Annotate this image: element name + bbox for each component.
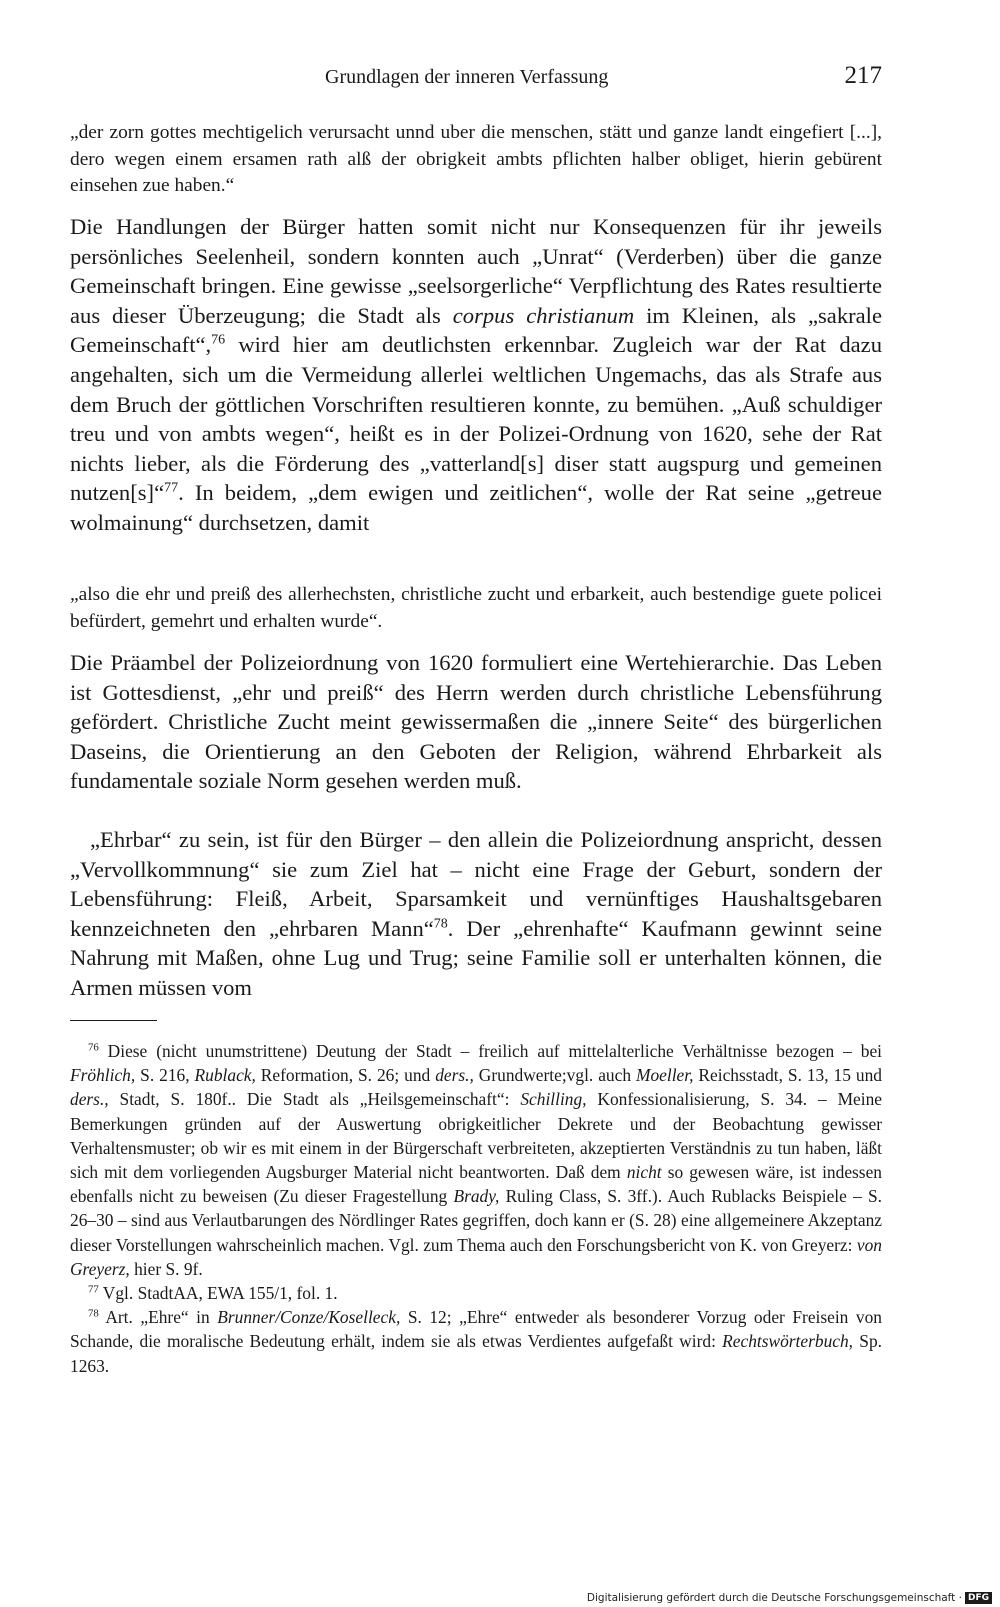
running-header	[70, 62, 882, 94]
paragraph-2-text: Die Präambel der Polizeiordnung von 1620 formuliert eine Wertehierarchie. Das Leben ist Gottesdienst, „ehr und preiß“ des Herrn werden durch christliche Lebensführung gefördert. Christliche Zucht meint gewissermaßen die „innere Seite“ des bürgerlichen Daseins, die Orientierung an den Geboten der Religion, während Ehrbarkeit als fundamentale soziale Norm gesehen werden muß.	[70, 650, 882, 794]
dfg-logo: DFG	[965, 1592, 992, 1604]
text-run: Konfessionalisierung, S. 34. – Meine Bemerkungen gründen auf der Auswertung obrigkeitlicher Dekrete und der Beobachtung gewisser Verhaltensmuster; ob wir es mit einem in der Bürgerschaft verbreiteten, akzeptierten Verständnis zu tun haben, läßt sich mit dem vorliegenden Augsburger Material nicht beantworten. Daß dem	[70, 1089, 883, 1183]
text-run: Diese (nicht unumstrittene) Deutung der Stadt – freilich auf mittelalterliche Verhältnisse bezogen – bei	[98, 1041, 882, 1061]
digitization-credit	[587, 1592, 992, 1604]
footnote-number: 77	[88, 1283, 99, 1296]
author-name: Fröhlich,	[70, 1065, 136, 1086]
footnote-78	[70, 1305, 882, 1378]
block-quote-1: „der zorn gottes mechtigelich verursacht unnd uber die menschen, stätt und ganze landt eingefiert [...], dero wegen einem ersamen rath alß der obrigkeit ambts pflichten halber obliget, hierin gebürent einsehen zue haben.“	[70, 122, 882, 196]
author-name: Moeller,	[635, 1065, 694, 1086]
author-name: Rublack,	[194, 1065, 256, 1086]
footnote-ref-77[interactable]: 77	[164, 480, 179, 496]
text-run: wird hier am deutlichsten erkennbar. Zugleich war der Rat dazu angehalten, sich um die Vermeidung allerlei weltlichen Ungemachs, das als Strafe aus dem Bruch der göttlichen Vorschriften resultieren konnte, zu bemühen. „Auß schuldiger treu und von ambts wegen“, heißt es in der Polizei-Ordnung von 1620, sehe der Rat nichts lieber, als die Förderung des „vatterland[s] diser statt augspurg und gemeinen nutzen[s]“	[70, 332, 882, 506]
footnote-ref-78[interactable]: 78	[433, 916, 448, 932]
italic-term: corpus christianum	[452, 302, 635, 328]
text-run: . In beidem, „dem ewigen und zeitlichen“, wolle der Rat seine „getreue wolmainung“ durchsetzen, damit	[70, 480, 882, 535]
paragraph-2	[70, 648, 882, 796]
text-run: Sp. 1263.	[70, 1331, 882, 1376]
text-run: Vgl. StadtAA, EWA 155/1, fol. 1.	[98, 1283, 338, 1304]
text-run: „Ehrbar“ zu sein, ist für den Bürger – den allein die Polizeiordnung anspricht, dessen „Vervollkommnung“ sie zum Ziel hat – nicht eine Frage der Geburt, sondern der Lebensführung: Fleiß, Arbeit, Sparsamkeit und vernünftiges Haushaltsgebaren kennzeichneten den „ehrbaren Mann“	[70, 827, 882, 941]
author-name: Schilling,	[520, 1089, 587, 1110]
author-name: von Greyerz,	[70, 1234, 882, 1279]
block-quote-2: „also die ehr und preiß des allerhechsten, christliche zucht und erbarkeit, auch bestendige guete policei befürdert, gemehrt und erhalten wurde“.	[70, 584, 882, 632]
text-run: so gewesen wäre, ist indessen ebenfalls nicht zu beweisen (Zu dieser Fragestellung	[70, 1162, 882, 1207]
paragraph-3	[70, 825, 882, 1003]
text-run: Stadt, S. 180f.. Die Stadt als „Heilsgemeinschaft“:	[108, 1089, 521, 1110]
emphasis: nicht	[626, 1162, 662, 1183]
text-run: S. 12; „Ehre“ entweder als besonderer Vorzug oder Freisein von Schande, die moralische Bedeutung erhält, indem sie als etwas Verdientes aufgefaßt wird:	[70, 1307, 882, 1352]
paragraph-1	[70, 212, 882, 538]
author-name: ders.,	[70, 1089, 109, 1110]
footnotes	[70, 1039, 882, 1378]
text-run: Die Handlungen der Bürger hatten somit nicht nur Konsequenzen für ihr jeweils persönliches Seelenheil, sondern konnten auch „Unrat“ (Verderben) über die ganze Gemeinschaft bringen. Eine gewisse „seelsorgerliche“ Verpflichtung des Rates resultierte aus dieser Überzeugung; die Stadt als	[70, 214, 882, 328]
source-title: Rechtswörterbuch,	[722, 1331, 854, 1352]
text-run: . Der „ehrenhafte“ Kaufmann gewinnt seine Nahrung mit Maßen, ohne Lug und Trug; seine Familie soll er unterhalten können, die Armen müssen vom	[70, 915, 882, 1000]
text-run: S. 216,	[135, 1065, 195, 1086]
footnote-number: 78	[88, 1307, 99, 1320]
footnote-76	[70, 1039, 882, 1281]
author-name: Brunner/Conze/Koselleck,	[217, 1307, 401, 1328]
footnote-ref-76[interactable]: 76	[211, 332, 226, 348]
text-run: Reformation, S. 26; und	[255, 1065, 436, 1086]
text-run: Reichsstadt, S. 13, 15 und	[693, 1065, 882, 1086]
page-number: 217	[844, 62, 882, 89]
text-run: im Kleinen, als „sakrale Gemeinschaft“,	[70, 302, 882, 358]
footnote-divider	[70, 1020, 157, 1021]
text-run: Art. „Ehre“ in	[98, 1307, 218, 1328]
footnote-77	[70, 1281, 882, 1305]
author-name: ders.,	[435, 1065, 474, 1086]
text-run: Ruling Class, S. 3ff.). Auch Rublacks Beispiele – S. 26–30 – sind aus Verlautbarungen des Nördlinger Rates gegriffen, doch kann er (S. 28) eine allgemeinere Akzeptanz dieser Vorstellungen wahrscheinlich machen. Vgl. zum Thema auch den Forschungsbericht von K. von Greyerz:	[70, 1186, 882, 1255]
footnote-number: 76	[88, 1041, 99, 1054]
running-title: Grundlagen der inneren Verfassung	[325, 66, 609, 88]
credit-text: Digitalisierung gefördert durch die Deutsche Forschungsgemeinschaft ·	[586, 1592, 962, 1604]
text-run: hier S. 9f.	[129, 1258, 203, 1279]
text-run: Grundwerte;vgl. auch	[473, 1065, 636, 1086]
author-name: Brady,	[453, 1186, 500, 1207]
